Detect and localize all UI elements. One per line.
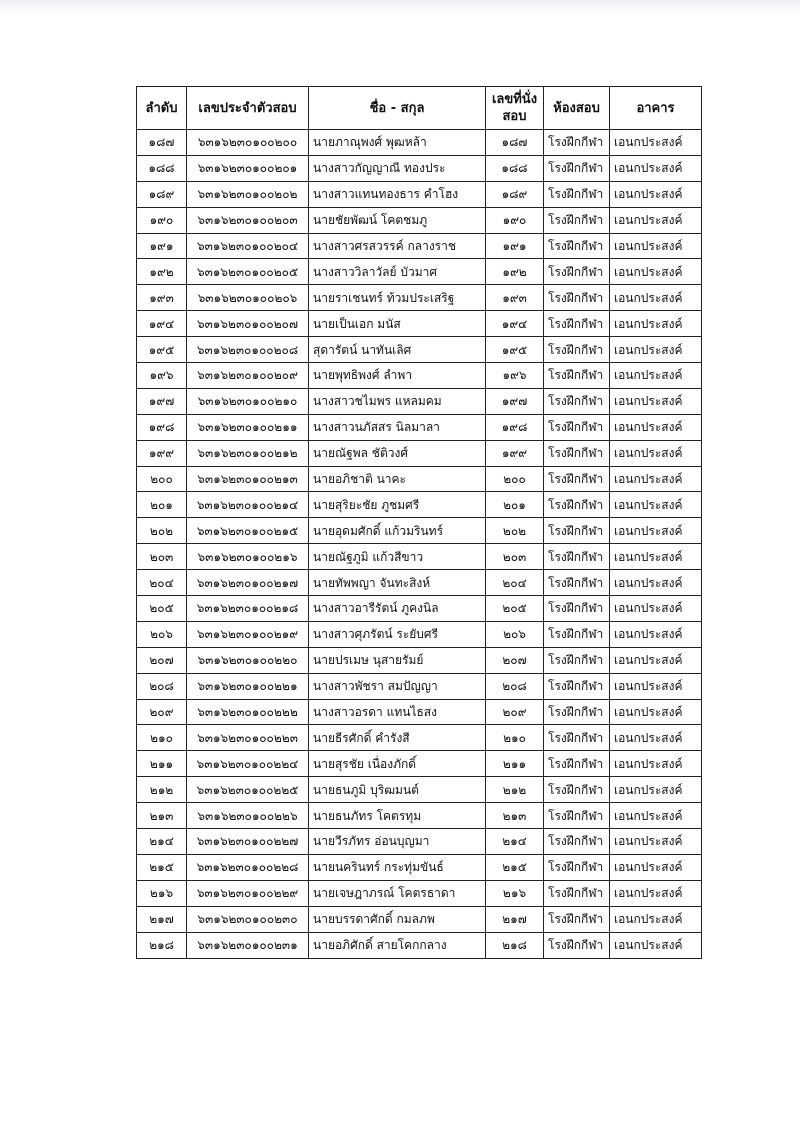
cell-exam-id: ๖๓๑๖๒๓๐๑๐๐๒๐๐: [187, 130, 309, 156]
header-name: ชื่อ - สกุล: [309, 87, 486, 130]
cell-exam-id: ๖๓๑๖๒๓๐๑๐๐๒๒๖: [187, 803, 309, 829]
cell-room: โรงฝึกกีฬา: [544, 829, 610, 855]
cell-room: โรงฝึกกีฬา: [544, 725, 610, 751]
cell-exam-id: ๖๓๑๖๒๓๐๑๐๐๒๑๐: [187, 388, 309, 414]
cell-exam-id: ๖๓๑๖๒๓๐๑๐๐๒๑๗: [187, 570, 309, 596]
cell-room: โรงฝึกกีฬา: [544, 233, 610, 259]
cell-building: เอนกประสงค์: [610, 544, 702, 570]
table-row: [137, 621, 702, 647]
cell-name: นายภาณุพงศ์ พุฒหล้า: [309, 130, 486, 156]
cell-exam-id: ๖๓๑๖๒๓๐๑๐๐๒๐๘: [187, 337, 309, 363]
table-row: [137, 725, 702, 751]
cell-no: ๒๐๓: [137, 544, 187, 570]
cell-building: เอนกประสงค์: [610, 492, 702, 518]
cell-seat: ๒๐๘: [486, 673, 544, 699]
cell-exam-id: ๖๓๑๖๒๓๐๑๐๐๒๑๔: [187, 492, 309, 518]
cell-no: ๒๑๒: [137, 777, 187, 803]
cell-seat: ๒๐๙: [486, 699, 544, 725]
table-row: [137, 854, 702, 880]
cell-no: ๒๐๙: [137, 699, 187, 725]
scan-edge: [0, 0, 800, 14]
table-row: [137, 906, 702, 932]
cell-no: ๒๐๐: [137, 466, 187, 492]
cell-building: เอนกประสงค์: [610, 803, 702, 829]
cell-seat: ๒๑๑: [486, 751, 544, 777]
cell-building: เอนกประสงค์: [610, 621, 702, 647]
cell-no: ๒๑๓: [137, 803, 187, 829]
cell-exam-id: ๖๓๑๖๒๓๐๑๐๐๒๒๓: [187, 725, 309, 751]
cell-exam-id: ๖๓๑๖๒๓๐๑๐๐๒๒๒: [187, 699, 309, 725]
cell-exam-id: ๖๓๑๖๒๓๐๑๐๐๒๒๕: [187, 777, 309, 803]
cell-building: เอนกประสงค์: [610, 130, 702, 156]
cell-seat: ๒๑๒: [486, 777, 544, 803]
table-row: [137, 570, 702, 596]
table-row: [137, 233, 702, 259]
table-row: [137, 311, 702, 337]
cell-name: นายบรรดาศักดิ์ กมลภพ: [309, 906, 486, 932]
cell-seat: ๒๑๓: [486, 803, 544, 829]
cell-room: โรงฝึกกีฬา: [544, 130, 610, 156]
cell-room: โรงฝึกกีฬา: [544, 854, 610, 880]
table-row: [137, 414, 702, 440]
cell-seat: ๒๐๐: [486, 466, 544, 492]
cell-name: นายสุรชัย เนื่องภักดิ์: [309, 751, 486, 777]
cell-no: ๑๙๘: [137, 414, 187, 440]
header-seat: [486, 87, 544, 130]
cell-name: นายณัฐภูมิ แก้วสีขาว: [309, 544, 486, 570]
table-row: [137, 207, 702, 233]
cell-room: โรงฝึกกีฬา: [544, 777, 610, 803]
header-exam-id: เลขประจำตัวสอบ: [187, 87, 309, 130]
table-row: [137, 699, 702, 725]
cell-no: ๒๐๒: [137, 518, 187, 544]
cell-seat: ๑๙๔: [486, 311, 544, 337]
cell-building: เอนกประสงค์: [610, 829, 702, 855]
cell-exam-id: ๖๓๑๖๒๓๐๑๐๐๒๐๙: [187, 363, 309, 389]
cell-name: นางสาวนภัสสร นิลมาลา: [309, 414, 486, 440]
cell-building: เอนกประสงค์: [610, 440, 702, 466]
cell-building: เอนกประสงค์: [610, 363, 702, 389]
cell-no: ๒๐๗: [137, 647, 187, 673]
cell-room: โรงฝึกกีฬา: [544, 906, 610, 932]
cell-no: ๑๘๙: [137, 181, 187, 207]
cell-building: เอนกประสงค์: [610, 673, 702, 699]
cell-seat: ๒๐๖: [486, 621, 544, 647]
cell-name: นายนครินทร์ กระทุ่มขันธ์: [309, 854, 486, 880]
cell-room: โรงฝึกกีฬา: [544, 337, 610, 363]
cell-room: โรงฝึกกีฬา: [544, 699, 610, 725]
cell-no: ๒๑๖: [137, 880, 187, 906]
cell-no: ๑๘๘: [137, 155, 187, 181]
cell-exam-id: ๖๓๑๖๒๓๐๑๐๐๒๓๑: [187, 932, 309, 958]
cell-seat: ๒๑๐: [486, 725, 544, 751]
header-room: ห้องสอบ: [544, 87, 610, 130]
cell-seat: ๑๙๗: [486, 388, 544, 414]
cell-room: โรงฝึกกีฬา: [544, 363, 610, 389]
cell-seat: ๒๐๑: [486, 492, 544, 518]
cell-name: นายเจษฎาภรณ์ โคตรธาดา: [309, 880, 486, 906]
table-row: [137, 596, 702, 622]
table-row: [137, 181, 702, 207]
cell-building: เอนกประสงค์: [610, 155, 702, 181]
cell-name: นายอภิชาติ นาคะ: [309, 466, 486, 492]
cell-building: เอนกประสงค์: [610, 207, 702, 233]
cell-exam-id: ๖๓๑๖๒๓๐๑๐๐๒๒๐: [187, 647, 309, 673]
table-row: [137, 932, 702, 958]
cell-no: ๒๐๔: [137, 570, 187, 596]
cell-seat: ๑๙๓: [486, 285, 544, 311]
cell-exam-id: ๖๓๑๖๒๓๐๑๐๐๒๐๗: [187, 311, 309, 337]
cell-building: เอนกประสงค์: [610, 518, 702, 544]
table-body: [137, 130, 702, 959]
table-row: [137, 492, 702, 518]
cell-seat: ๑๙๒: [486, 259, 544, 285]
cell-room: โรงฝึกกีฬา: [544, 673, 610, 699]
header-seat-line2: สอบ: [502, 109, 527, 124]
cell-name: นายธนภูมิ บุริฒมนต์: [309, 777, 486, 803]
table-row: [137, 544, 702, 570]
cell-name: นางสาววิลาวัลย์ บัวมาศ: [309, 259, 486, 285]
cell-no: ๒๑๗: [137, 906, 187, 932]
table-row: [137, 363, 702, 389]
cell-seat: ๑๘๗: [486, 130, 544, 156]
cell-exam-id: ๖๓๑๖๒๓๐๑๐๐๒๐๒: [187, 181, 309, 207]
cell-exam-id: ๖๓๑๖๒๓๐๑๐๐๒๑๖: [187, 544, 309, 570]
cell-room: โรงฝึกกีฬา: [544, 466, 610, 492]
cell-room: โรงฝึกกีฬา: [544, 803, 610, 829]
table-row: [137, 155, 702, 181]
cell-building: เอนกประสงค์: [610, 285, 702, 311]
cell-name: นางสาวศรสวรรค์ กลางราช: [309, 233, 486, 259]
cell-no: ๑๙๖: [137, 363, 187, 389]
cell-no: ๒๑๑: [137, 751, 187, 777]
exam-seating-table: [136, 86, 702, 959]
cell-building: เอนกประสงค์: [610, 233, 702, 259]
cell-exam-id: ๖๓๑๖๒๓๐๑๐๐๒๒๘: [187, 854, 309, 880]
cell-exam-id: ๖๓๑๖๒๓๐๑๐๐๒๒๗: [187, 829, 309, 855]
cell-exam-id: ๖๓๑๖๒๓๐๑๐๐๒๑๕: [187, 518, 309, 544]
cell-seat: ๒๑๔: [486, 829, 544, 855]
cell-no: ๑๙๙: [137, 440, 187, 466]
cell-building: เอนกประสงค์: [610, 647, 702, 673]
cell-no: ๒๐๘: [137, 673, 187, 699]
cell-building: เอนกประสงค์: [610, 751, 702, 777]
cell-exam-id: ๖๓๑๖๒๓๐๑๐๐๒๒๑: [187, 673, 309, 699]
cell-no: ๒๐๖: [137, 621, 187, 647]
cell-room: โรงฝึกกีฬา: [544, 570, 610, 596]
cell-building: เอนกประสงค์: [610, 388, 702, 414]
cell-name: นายเป็นเอก มนัส: [309, 311, 486, 337]
cell-seat: ๒๑๘: [486, 932, 544, 958]
cell-room: โรงฝึกกีฬา: [544, 207, 610, 233]
cell-name: นายพุทธิพงศ์ ลำพา: [309, 363, 486, 389]
cell-building: เอนกประสงค์: [610, 777, 702, 803]
cell-name: นายธีรศักดิ์ คำรังสี: [309, 725, 486, 751]
cell-seat: ๑๙๙: [486, 440, 544, 466]
cell-seat: ๑๙๑: [486, 233, 544, 259]
table-row: [137, 518, 702, 544]
table-row: [137, 777, 702, 803]
cell-room: โรงฝึกกีฬา: [544, 311, 610, 337]
cell-building: เอนกประสงค์: [610, 337, 702, 363]
cell-room: โรงฝึกกีฬา: [544, 440, 610, 466]
table-row: [137, 388, 702, 414]
cell-no: ๑๙๓: [137, 285, 187, 311]
cell-building: เอนกประสงค์: [610, 699, 702, 725]
cell-no: ๑๙๕: [137, 337, 187, 363]
header-seat-line1: เลขที่นั่ง: [491, 92, 538, 107]
cell-building: เอนกประสงค์: [610, 906, 702, 932]
cell-name: นายชัยพัฒน์ โคตชมภู: [309, 207, 486, 233]
cell-no: ๒๑๐: [137, 725, 187, 751]
cell-seat: ๒๐๓: [486, 544, 544, 570]
cell-name: นายอุดมศักดิ์ แก้วมรินทร์: [309, 518, 486, 544]
cell-no: ๑๙๒: [137, 259, 187, 285]
cell-room: โรงฝึกกีฬา: [544, 285, 610, 311]
cell-exam-id: ๖๓๑๖๒๓๐๑๐๐๒๑๒: [187, 440, 309, 466]
cell-room: โรงฝึกกีฬา: [544, 751, 610, 777]
cell-exam-id: ๖๓๑๖๒๓๐๑๐๐๒๓๐: [187, 906, 309, 932]
cell-room: โรงฝึกกีฬา: [544, 492, 610, 518]
table-row: [137, 285, 702, 311]
header-building: อาคาร: [610, 87, 702, 130]
cell-exam-id: ๖๓๑๖๒๓๐๑๐๐๒๑๑: [187, 414, 309, 440]
cell-no: ๑๘๗: [137, 130, 187, 156]
cell-no: ๒๐๕: [137, 596, 187, 622]
cell-seat: ๒๑๕: [486, 854, 544, 880]
table-row: [137, 440, 702, 466]
cell-name: นายณัฐพล ชัติวงศ์: [309, 440, 486, 466]
cell-exam-id: ๖๓๑๖๒๓๐๑๐๐๒๑๙: [187, 621, 309, 647]
cell-seat: ๒๐๕: [486, 596, 544, 622]
cell-name: สุดารัตน์ นาทันเลิศ: [309, 337, 486, 363]
cell-seat: ๑๘๙: [486, 181, 544, 207]
table-row: [137, 259, 702, 285]
cell-building: เอนกประสงค์: [610, 414, 702, 440]
cell-no: ๒๑๘: [137, 932, 187, 958]
table-row: [137, 673, 702, 699]
cell-room: โรงฝึกกีฬา: [544, 880, 610, 906]
cell-no: ๒๑๔: [137, 829, 187, 855]
cell-seat: ๒๐๒: [486, 518, 544, 544]
cell-exam-id: ๖๓๑๖๒๓๐๑๐๐๒๒๙: [187, 880, 309, 906]
cell-exam-id: ๖๓๑๖๒๓๐๑๐๐๒๐๑: [187, 155, 309, 181]
cell-exam-id: ๖๓๑๖๒๓๐๑๐๐๒๑๘: [187, 596, 309, 622]
cell-room: โรงฝึกกีฬา: [544, 388, 610, 414]
cell-name: นางสาวศุภรัตน์ ระยับศรี: [309, 621, 486, 647]
cell-seat: ๒๑๗: [486, 906, 544, 932]
cell-exam-id: ๖๓๑๖๒๓๐๑๐๐๒๒๔: [187, 751, 309, 777]
cell-room: โรงฝึกกีฬา: [544, 155, 610, 181]
cell-building: เอนกประสงค์: [610, 725, 702, 751]
cell-name: นางสาวแทนทองธาร คำโฮง: [309, 181, 486, 207]
cell-seat: ๒๑๖: [486, 880, 544, 906]
table-header-row: [137, 87, 702, 130]
cell-seat: ๑๙๕: [486, 337, 544, 363]
cell-building: เอนกประสงค์: [610, 596, 702, 622]
cell-name: นางสาวกัญญาณี ทองประ: [309, 155, 486, 181]
cell-room: โรงฝึกกีฬา: [544, 414, 610, 440]
table-row: [137, 803, 702, 829]
cell-room: โรงฝึกกีฬา: [544, 932, 610, 958]
cell-building: เอนกประสงค์: [610, 932, 702, 958]
cell-room: โรงฝึกกีฬา: [544, 647, 610, 673]
cell-no: ๑๙๐: [137, 207, 187, 233]
cell-name: นางสาวอารีรัตน์ ภูคงนิล: [309, 596, 486, 622]
cell-name: นายธนภัทร โคตรทุม: [309, 803, 486, 829]
cell-name: นายสุริยะชัย ภูชมศรี: [309, 492, 486, 518]
cell-building: เอนกประสงค์: [610, 880, 702, 906]
cell-seat: ๑๙๖: [486, 363, 544, 389]
cell-building: เอนกประสงค์: [610, 311, 702, 337]
cell-seat: ๑๙๘: [486, 414, 544, 440]
cell-room: โรงฝึกกีฬา: [544, 181, 610, 207]
cell-building: เอนกประสงค์: [610, 570, 702, 596]
table-row: [137, 466, 702, 492]
cell-no: ๒๐๑: [137, 492, 187, 518]
cell-exam-id: ๖๓๑๖๒๓๐๑๐๐๒๐๕: [187, 259, 309, 285]
cell-no: ๑๙๔: [137, 311, 187, 337]
cell-no: ๑๙๗: [137, 388, 187, 414]
table-row: [137, 647, 702, 673]
cell-building: เอนกประสงค์: [610, 466, 702, 492]
cell-building: เอนกประสงค์: [610, 181, 702, 207]
cell-name: นายวีรภัทร อ่อนบุญมา: [309, 829, 486, 855]
header-no: ลำดับ: [137, 87, 187, 130]
cell-name: นางสาวชไมพร แหลมคม: [309, 388, 486, 414]
cell-name: นางสาวอรดา แทนไธสง: [309, 699, 486, 725]
cell-seat: ๒๐๔: [486, 570, 544, 596]
cell-exam-id: ๖๓๑๖๒๓๐๑๐๐๒๑๓: [187, 466, 309, 492]
cell-seat: ๒๐๗: [486, 647, 544, 673]
cell-exam-id: ๖๓๑๖๒๓๐๑๐๐๒๐๓: [187, 207, 309, 233]
table-row: [137, 337, 702, 363]
cell-name: นางสาวพัชรา สมปัญญา: [309, 673, 486, 699]
cell-building: เอนกประสงค์: [610, 259, 702, 285]
cell-building: เอนกประสงค์: [610, 854, 702, 880]
cell-exam-id: ๖๓๑๖๒๓๐๑๐๐๒๐๖: [187, 285, 309, 311]
cell-room: โรงฝึกกีฬา: [544, 621, 610, 647]
cell-room: โรงฝึกกีฬา: [544, 518, 610, 544]
cell-room: โรงฝึกกีฬา: [544, 259, 610, 285]
cell-name: นายอภิศักดิ์ สายโคกกลาง: [309, 932, 486, 958]
cell-room: โรงฝึกกีฬา: [544, 596, 610, 622]
cell-room: โรงฝึกกีฬา: [544, 544, 610, 570]
cell-name: นายปรเมษ นุสายรัมย์: [309, 647, 486, 673]
cell-name: นายทัพพญา จันทะสิงห์: [309, 570, 486, 596]
table-row: [137, 880, 702, 906]
table-row: [137, 130, 702, 156]
cell-no: ๑๙๑: [137, 233, 187, 259]
cell-exam-id: ๖๓๑๖๒๓๐๑๐๐๒๐๔: [187, 233, 309, 259]
cell-no: ๒๑๕: [137, 854, 187, 880]
cell-name: นายราเชนทร์ ท้วมประเสริฐ: [309, 285, 486, 311]
table-row: [137, 829, 702, 855]
cell-seat: ๑๙๐: [486, 207, 544, 233]
table-row: [137, 751, 702, 777]
cell-seat: ๑๘๘: [486, 155, 544, 181]
